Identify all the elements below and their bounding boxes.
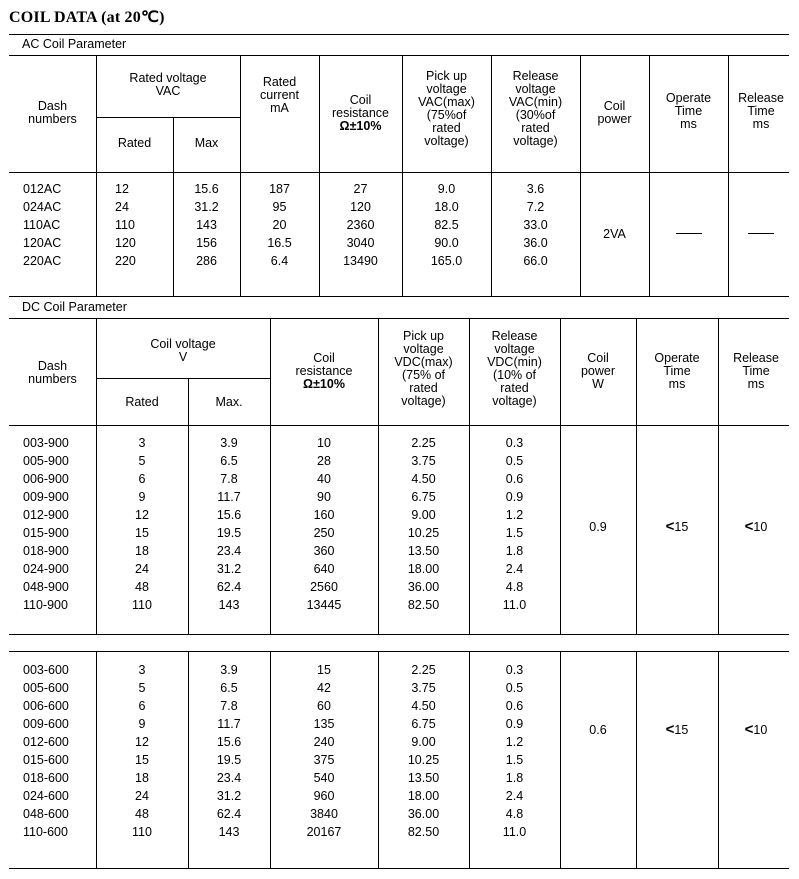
dc-col-divider (718, 651, 719, 868)
table-cell: 10.25 (407, 753, 440, 767)
table-cell: 18.0 (434, 200, 459, 214)
table-cell: 003-900 (23, 436, 69, 450)
header-line: V (178, 350, 188, 364)
dc-header-operate-time (636, 352, 718, 391)
header-line: ms (680, 117, 697, 131)
table-cell: 82.50 (407, 598, 440, 612)
header-line: ms (752, 117, 770, 131)
table-cell: 90 (317, 490, 331, 504)
dc-g2-release-column (469, 661, 560, 841)
table-cell: 10 (317, 436, 331, 450)
header-line: Rated (262, 75, 297, 89)
table-cell: 48 (135, 807, 149, 821)
table-cell: 375 (313, 753, 335, 767)
table-cell: 2360 (346, 218, 375, 232)
dc-body-rule (9, 425, 789, 426)
table-cell: 110-900 (23, 598, 68, 612)
ac-operate-dash (649, 226, 728, 240)
table-cell: 23.4 (216, 544, 242, 558)
header-line: Dash (37, 99, 68, 113)
table-cell: 40 (317, 472, 331, 486)
dc-g2-coil-power: 0.6 (589, 723, 607, 737)
less-than-symbol: < (665, 518, 675, 535)
ac-header-operate-time (649, 92, 728, 131)
table-cell: 15.6 (194, 182, 219, 196)
table-cell: 23.4 (216, 771, 242, 785)
table-cell: 1.2 (505, 508, 524, 522)
table-cell: 18 (135, 771, 149, 785)
table-cell: 143 (196, 218, 217, 232)
dc-g2-dash-column (23, 661, 69, 841)
table-cell: 220AC (23, 254, 62, 268)
header-line: numbers (28, 112, 77, 126)
table-cell: 3040 (346, 236, 375, 250)
table-cell: 960 (313, 789, 335, 803)
table-cell: 18 (135, 544, 149, 558)
table-cell: 11.7 (217, 717, 241, 731)
header-line: Time (663, 364, 691, 378)
header-line: W (592, 377, 604, 391)
table-cell: 110 (132, 825, 152, 839)
dc-g2-max-column (188, 661, 270, 841)
header-line: VAC(min) (508, 95, 563, 109)
table-cell: 5 (138, 681, 146, 695)
table-cell: 31.2 (194, 200, 219, 214)
table-cell: 36.00 (407, 580, 440, 594)
table-cell: 3 (138, 663, 146, 677)
header-line: VAC(max) (418, 95, 475, 109)
header-line: Release (512, 69, 559, 83)
table-cell: 24 (135, 562, 149, 576)
dc-header-max: Max. (215, 395, 243, 409)
header-line: Coil voltage (150, 337, 216, 351)
ac-header-dash (9, 100, 96, 126)
dc-group-bottom-rule (9, 651, 789, 652)
table-cell: 024-900 (23, 562, 69, 576)
dc-g1-pickup-column (378, 434, 469, 614)
table-cell: 16.5 (267, 236, 292, 250)
dc-header-coil-power (560, 352, 636, 391)
header-line: power (580, 364, 616, 378)
ac-header-coil-resistance (319, 94, 402, 133)
dc-col-divider (560, 651, 561, 868)
table-cell: 120AC (23, 236, 62, 250)
header-line: Rated voltage (129, 71, 207, 85)
table-cell: 11.0 (502, 825, 527, 839)
dc-header-coil-voltage (96, 338, 270, 364)
table-cell: 005-600 (23, 681, 69, 695)
header-line: Time (674, 104, 703, 118)
table-cell: 62.4 (216, 807, 242, 821)
header-line: voltage) (401, 394, 446, 408)
table-cell: 143 (218, 598, 240, 612)
table-cell: 18.00 (407, 562, 440, 576)
table-cell: 13445 (306, 598, 342, 612)
header-line: Pick up (403, 329, 444, 343)
table-cell: 048-600 (23, 807, 69, 821)
dc-g2-pickup-column (378, 661, 469, 841)
table-cell: 3.75 (411, 681, 436, 695)
header-line: (10% of (492, 368, 537, 382)
dc-group-top-rule (9, 634, 789, 635)
header-line: Time (747, 104, 775, 118)
header-line: voltage (494, 342, 535, 356)
dc-header-rule (9, 318, 789, 319)
table-cell: 360 (313, 544, 335, 558)
table-cell: 2560 (310, 580, 338, 594)
header-line: resistance (332, 106, 389, 120)
ac-max-column (173, 180, 240, 270)
table-cell: 187 (269, 182, 290, 196)
table-cell: 4.8 (505, 580, 524, 594)
table-cell: 015-600 (23, 753, 69, 767)
table-cell: 006-900 (23, 472, 69, 486)
table-cell: 110AC (23, 218, 61, 232)
ac-release-dash (728, 226, 794, 240)
ac-section-label: AC Coil Parameter (22, 37, 127, 51)
header-line: ms (668, 377, 686, 391)
table-cell: 286 (196, 254, 217, 268)
dc-g1-release-column (469, 434, 560, 614)
header-line: Ω±10% (303, 377, 345, 391)
header-line: VDC(max) (394, 355, 453, 369)
table-cell: 7.2 (526, 200, 545, 214)
table-cell: 024-600 (23, 789, 69, 803)
table-cell: 240 (313, 735, 335, 749)
dc-g2-rated-column (96, 661, 188, 841)
dc-g1-release-time (718, 518, 794, 535)
header-line: Coil (349, 93, 372, 107)
ac-header-coil-power (580, 100, 649, 126)
table-cell: 6.5 (220, 681, 238, 695)
header-line: voltage) (513, 134, 558, 148)
table-cell: 27 (353, 182, 368, 196)
dc-section-label: DC Coil Parameter (22, 300, 127, 314)
table-cell: 0.6 (505, 472, 524, 486)
dc-g2-operate-time (636, 721, 718, 738)
release-time-value: 10 (753, 723, 768, 737)
table-cell: 15 (317, 663, 331, 677)
table-cell: 009-600 (23, 717, 69, 731)
header-line: resistance (295, 364, 353, 378)
table-cell: 20167 (306, 825, 342, 839)
table-cell: 36.0 (523, 236, 548, 250)
dc-col-divider (636, 651, 637, 868)
table-cell: 12 (135, 735, 149, 749)
ac-header-max: Max (194, 136, 219, 150)
header-line: Operate (665, 91, 712, 105)
operate-value: 15 (674, 723, 689, 737)
header-line: rated (500, 381, 529, 395)
table-cell: 3 (138, 436, 146, 450)
header-line: VAC (155, 84, 181, 98)
table-cell: 60 (317, 699, 331, 713)
table-cell: 15.6 (216, 508, 242, 522)
table-cell: 82.5 (434, 218, 459, 232)
table-cell: 24 (115, 200, 129, 214)
table-cell: 13.50 (407, 544, 440, 558)
table-cell: 6 (138, 699, 146, 713)
table-cell: 120 (350, 200, 371, 214)
table-cell: 18.00 (407, 789, 440, 803)
table-cell: 1.8 (505, 544, 524, 558)
header-line: voltage) (424, 134, 469, 148)
table-cell: 110 (132, 598, 152, 612)
table-cell: 42 (317, 681, 331, 695)
table-cell: 9.00 (411, 735, 436, 749)
table-cell: 005-900 (23, 454, 69, 468)
header-line: Coil (587, 351, 609, 365)
table-cell: 6 (138, 472, 146, 486)
table-cell: 9 (138, 490, 146, 504)
table-cell: 48 (135, 580, 149, 594)
header-line: numbers (28, 372, 77, 386)
header-line: rated (521, 121, 550, 135)
header-line: rated (409, 381, 438, 395)
header-line: (75%of (426, 108, 467, 122)
ac-coil-power-value: 2VA (603, 227, 626, 241)
table-cell: 19.5 (216, 753, 242, 767)
table-cell: 62.4 (216, 580, 242, 594)
table-cell: 20 (272, 218, 287, 232)
header-line: Pick up (426, 69, 467, 83)
ac-current-column (240, 180, 319, 270)
table-cell: 15 (135, 526, 149, 540)
ac-pickup-column (402, 180, 491, 270)
header-line: Coil (313, 351, 335, 365)
table-cell: 0.3 (505, 436, 524, 450)
table-cell: 3840 (310, 807, 338, 821)
dc-header-release-voltage (469, 330, 560, 408)
ac-dash-column (23, 180, 61, 270)
table-cell: 160 (313, 508, 335, 522)
table-cell: 3.9 (220, 663, 238, 677)
dc-g1-rated-column (96, 434, 188, 614)
table-cell: 3.75 (411, 454, 436, 468)
table-cell: 9.0 (437, 182, 456, 196)
table-cell: 95 (272, 200, 287, 214)
table-cell: 33.0 (523, 218, 548, 232)
table-cell: 6.75 (411, 717, 436, 731)
table-cell: 009-900 (23, 490, 69, 504)
table-cell: 9.00 (411, 508, 436, 522)
table-cell: 165.0 (430, 254, 463, 268)
table-cell: 1.5 (505, 526, 524, 540)
ac-rated-column (115, 180, 136, 270)
header-line: voltage (403, 342, 444, 356)
header-line: Coil (603, 99, 626, 113)
table-cell: 12 (115, 182, 129, 196)
less-than-symbol: < (744, 721, 754, 738)
ac-header-rated-voltage (96, 72, 240, 98)
ac-top-rule (9, 34, 789, 35)
table-cell: 048-900 (23, 580, 69, 594)
ac-bottom-rule (9, 296, 789, 297)
table-cell: 220 (115, 254, 136, 268)
dc-header-coil-resistance (270, 352, 378, 391)
table-cell: 012-900 (23, 508, 69, 522)
table-cell: 1.2 (505, 735, 524, 749)
header-line: power (597, 112, 632, 126)
dc-g1-coil-power: 0.9 (589, 520, 607, 534)
table-cell: 4.50 (411, 699, 436, 713)
page-title: COIL DATA (at 20℃) (9, 9, 165, 26)
header-line: Release (491, 329, 538, 343)
table-cell: 012AC (23, 182, 62, 196)
ac-header-rated: Rated (117, 136, 152, 150)
table-cell: 82.50 (407, 825, 440, 839)
dc-header-release-time (718, 352, 794, 391)
ac-header-rule (9, 55, 789, 56)
dc-g1-resistance-column (270, 434, 378, 614)
operate-value: 15 (674, 520, 689, 534)
table-cell: 540 (313, 771, 335, 785)
ac-col-divider (580, 55, 581, 296)
header-line: (30%of (515, 108, 556, 122)
table-cell: 015-900 (23, 526, 69, 540)
table-cell: 1.8 (505, 771, 524, 785)
table-cell: 120 (115, 236, 136, 250)
table-cell: 1.5 (505, 753, 524, 767)
table-cell: 13.50 (407, 771, 440, 785)
header-line: Release (733, 351, 779, 365)
header-line: voltage (426, 82, 467, 96)
table-cell: 135 (313, 717, 335, 731)
header-line: current (260, 88, 299, 102)
ac-resistance-column (319, 180, 402, 270)
table-cell: 90.0 (434, 236, 459, 250)
header-line: Operate (654, 351, 700, 365)
header-line: (75% of (401, 368, 446, 382)
table-cell: 0.6 (505, 699, 524, 713)
table-cell: 0.3 (505, 663, 524, 677)
dc-header-dash (9, 360, 96, 386)
dc-subheader-rule (96, 378, 270, 379)
table-cell: 13490 (343, 254, 378, 268)
table-cell: 6.4 (270, 254, 289, 268)
table-cell: 2.4 (505, 789, 524, 803)
table-cell: 2.25 (411, 436, 436, 450)
header-line: Release (738, 91, 784, 105)
table-cell: 3.6 (526, 182, 545, 196)
table-cell: 250 (313, 526, 335, 540)
table-cell: 0.5 (505, 681, 524, 695)
header-line: rated (432, 121, 461, 135)
less-than-symbol: < (744, 518, 754, 535)
dc-header-pickup (378, 330, 469, 408)
less-than-symbol: < (665, 721, 675, 738)
table-cell: 24 (135, 789, 149, 803)
table-cell: 0.9 (505, 717, 524, 731)
header-line: mA (270, 101, 289, 115)
dc-g1-max-column (188, 434, 270, 614)
dc-g1-operate-time (636, 518, 718, 535)
ac-header-release-time (728, 92, 794, 131)
header-line: Dash (37, 359, 68, 373)
table-cell: 66.0 (523, 254, 548, 268)
header-line: Ω±10% (339, 119, 382, 133)
table-cell: 28 (317, 454, 331, 468)
table-cell: 2.25 (411, 663, 436, 677)
table-cell: 7.8 (220, 472, 238, 486)
table-cell: 15.6 (216, 735, 242, 749)
table-cell: 110-600 (23, 825, 68, 839)
ac-subheader-rule (96, 117, 240, 118)
table-cell: 10.25 (407, 526, 440, 540)
dc-g1-dash-column (23, 434, 69, 614)
table-cell: 9 (138, 717, 146, 731)
table-cell: 003-600 (23, 663, 69, 677)
dc-g2-resistance-column (270, 661, 378, 841)
header-line: voltage (515, 82, 556, 96)
table-cell: 006-600 (23, 699, 69, 713)
table-cell: 31.2 (216, 562, 242, 576)
table-cell: 110 (115, 218, 135, 232)
table-cell: 018-600 (23, 771, 69, 785)
ac-header-pickup (402, 70, 491, 148)
header-line: voltage) (492, 394, 537, 408)
ac-header-release-voltage (491, 70, 580, 148)
table-cell: 7.8 (220, 699, 238, 713)
ac-header-rated-current (240, 76, 319, 115)
table-cell: 3.9 (220, 436, 238, 450)
table-cell: 0.9 (505, 490, 524, 504)
table-cell: 36.00 (407, 807, 440, 821)
header-line: Time (742, 364, 770, 378)
table-cell: 6.5 (220, 454, 238, 468)
table-cell: 0.5 (505, 454, 524, 468)
table-cell: 018-900 (23, 544, 69, 558)
ac-release-column (491, 180, 580, 270)
table-cell: 5 (138, 454, 146, 468)
table-cell: 19.5 (216, 526, 242, 540)
table-cell: 024AC (23, 200, 62, 214)
dc-bottom-rule (9, 868, 789, 869)
table-cell: 4.50 (411, 472, 436, 486)
table-cell: 156 (196, 236, 217, 250)
table-cell: 012-600 (23, 735, 69, 749)
table-cell: 11.7 (217, 490, 241, 504)
table-cell: 640 (313, 562, 335, 576)
ac-body-rule (9, 172, 789, 173)
table-cell: 143 (218, 825, 240, 839)
table-cell: 2.4 (505, 562, 524, 576)
table-cell: 31.2 (216, 789, 242, 803)
dc-header-rated: Rated (125, 395, 159, 409)
table-cell: 15 (135, 753, 149, 767)
header-line: VDC(min) (487, 355, 542, 369)
table-cell: 12 (135, 508, 149, 522)
release-time-value: 10 (753, 520, 768, 534)
table-cell: 6.75 (411, 490, 436, 504)
table-cell: 11.0 (502, 598, 527, 612)
dc-g2-release-time (718, 721, 794, 738)
header-line: ms (747, 377, 765, 391)
table-cell: 4.8 (505, 807, 524, 821)
